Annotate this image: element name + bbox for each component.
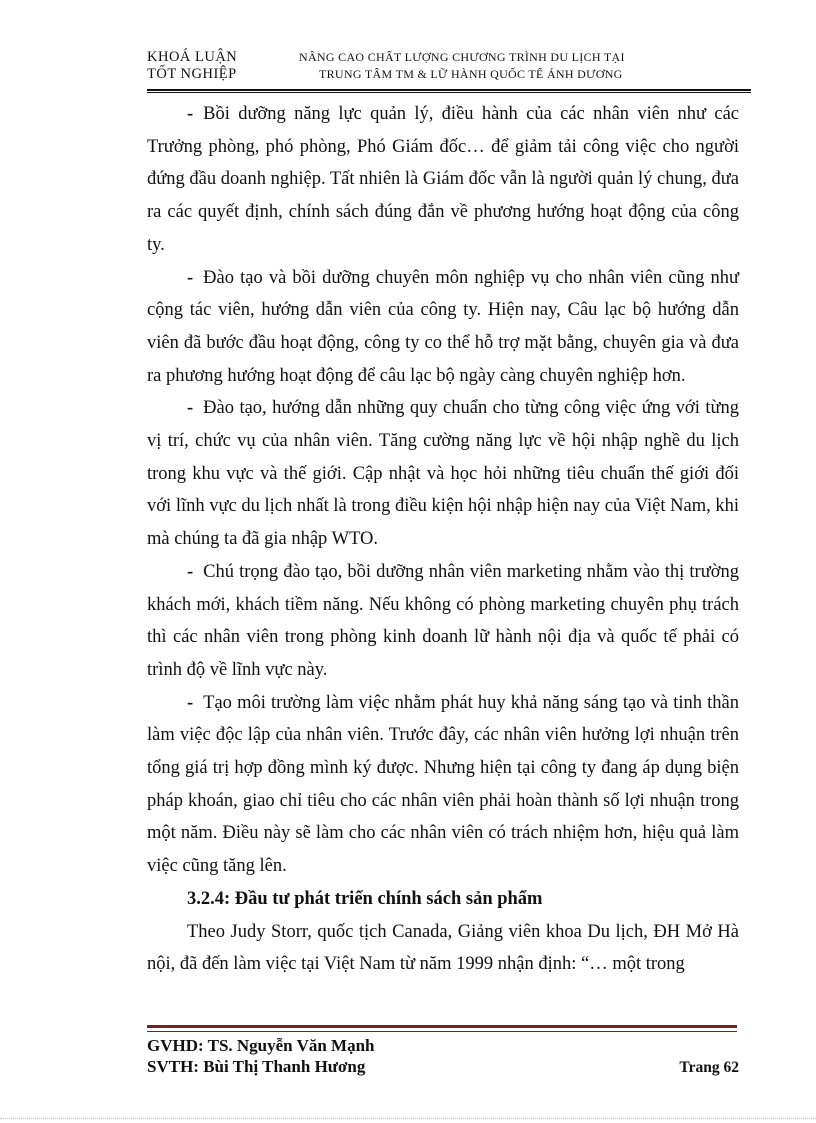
bullet-marker: - [187, 398, 194, 419]
document-body [147, 98, 739, 981]
bullet-paragraph [147, 262, 739, 393]
page-header [147, 49, 751, 89]
section-heading: 3.2.4: Đầu tư phát triển chính sách sản phẩm [187, 888, 543, 909]
bullet-marker: - [187, 267, 194, 288]
bullet-marker: - [187, 692, 194, 713]
header-left-line2: TỐT NGHIỆP [147, 66, 237, 82]
paragraph-text: Tạo môi trường làm việc nhằm phát huy khả năng sáng tạo và tinh thần làm việc độc lập của nhân viên. Trước đây, các nhân viên hưởng lợi nhuận trên tổng giá trị hợp đồng mình ký được. Nhưng hiện tại công ty đang áp dụng biện pháp khoán, giao chỉ tiêu cho các nhân viên phải hoàn thành số lợi nhuận trong một năm. Điều này sẽ làm cho các nhân viên có trách nhiệm hơn, hiệu quả làm việc cũng tăng lên. [147, 692, 739, 877]
bullet-paragraph [147, 98, 739, 262]
page-edge-divider [0, 1118, 816, 1119]
header-thesis-label [147, 49, 237, 83]
bullet-paragraph [147, 392, 739, 556]
paragraph-text: Bồi dưỡng năng lực quản lý, điều hành của các nhân viên như các Trưởng phòng, phó phòng, Phó Giám đốc… để giảm tải công việc cho người đứng đầu doanh nghiệp. Tất nhiên là Giám đốc vẫn là người quản lý chung, đưa ra các quyết định, chính sách đúng đắn về phương hướng hoạt động của công ty. [147, 104, 739, 255]
header-thesis-title [299, 49, 739, 83]
footer-rule [147, 1025, 737, 1028]
header-right-line1: NÂNG CAO CHẤT LƯỢNG CHƯƠNG TRÌNH DU LỊCH TẠI [299, 50, 625, 64]
paragraph-text: Chú trọng đào tạo, bồi dưỡng nhân viên marketing nhằm vào thị trường khách mới, khách tiềm năng. Nếu không có phòng marketing chuyên phụ trách thì các nhân viên trong phòng kinh doanh lữ hành nội địa và quốc tế phải có trình độ về lĩnh vực này. [147, 561, 739, 680]
footer-rule-thin [147, 1031, 737, 1032]
bullet-marker: - [187, 104, 194, 124]
header-left-line1: KHOÁ LUẬN [147, 49, 238, 65]
header-rule [147, 89, 751, 91]
header-rule-thin [147, 92, 751, 93]
bullet-marker: - [187, 561, 194, 582]
page-number: Trang 62 [679, 1059, 739, 1076]
bullet-paragraph [147, 687, 739, 883]
page-footer [147, 1035, 739, 1077]
bullet-paragraph [147, 556, 739, 687]
paragraph-text: Đào tạo và bồi dưỡng chuyên môn nghiệp vụ cho nhân viên cũng như cộng tác viên, hướng dẫn viên của công ty. Hiện nay, Câu lạc bộ hướng dẫn viên đã bước đầu hoạt động, công ty co thể hỗ trợ mặt bằng, chuyên gia và đưa ra phương hướng hoạt động để câu lạc bộ ngày càng chuyên nghiệp hơn. [147, 267, 739, 386]
footer-student: SVTH: Bùi Thị Thanh Hương [147, 1057, 366, 1076]
footer-supervisor: GVHD: TS. Nguyễn Văn Mạnh [147, 1036, 375, 1055]
body-paragraph: Theo Judy Storr, quốc tịch Canada, Giảng viên khoa Du lịch, ĐH Mở Hà nội, đã đến làm việc tại Việt Nam từ năm 1999 nhận định: “… một trong [147, 921, 739, 975]
paragraph-text: Đào tạo, hướng dẫn những quy chuẩn cho từng công việc ứng với từng vị trí, chức vụ của nhân viên. Tăng cường năng lực về hội nhập nghề du lịch trong khu vực và thế giới. Cập nhật và học hỏi những tiêu chuẩn thế giới đối với lĩnh vực du lịch nhất là trong điều kiện hội nhập hiện nay của Việt Nam, khi mà chúng ta đã gia nhập WTO. [147, 398, 739, 550]
header-right-line2: TRUNG TÂM TM & LỮ HÀNH QUỐC TẾ ÁNH DƯƠNG [319, 67, 623, 81]
